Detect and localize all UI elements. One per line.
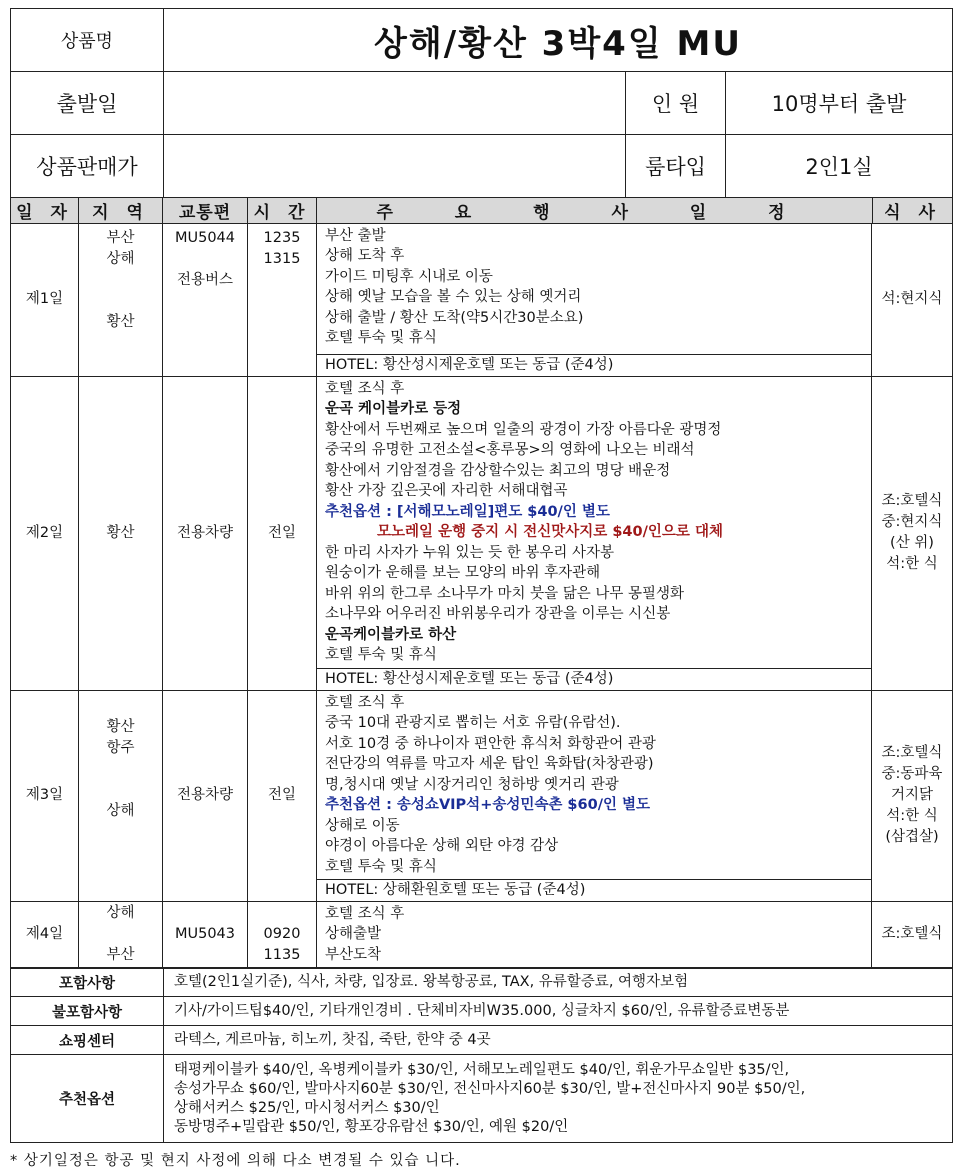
event-line: 한 마리 사자가 누워 있는 듯 한 봉우리 사자봉: [325, 544, 614, 561]
price-label: 상품판매가: [11, 135, 164, 198]
included-label: 포함사항: [11, 968, 164, 997]
events-cell: [317, 690, 953, 901]
price-value: [164, 135, 626, 198]
itinerary-document: [10, 8, 952, 1170]
product-label: 상품명: [11, 9, 164, 72]
excluded-label: 불포함사항: [11, 997, 164, 1026]
event-line: 호텔 투숙 및 휴식: [325, 330, 437, 346]
transport: 전용차량: [163, 376, 248, 690]
col-day: 일 자: [11, 197, 79, 223]
event-line: 원숭이가 운해를 보는 모양의 바위 후자관해: [325, 565, 601, 581]
region: 상해: [106, 250, 135, 267]
event-line: 운곡 케이블카로 등정: [325, 401, 462, 417]
departure-value: [164, 72, 626, 135]
shopping-label: 쇼핑센터: [11, 1026, 164, 1055]
region: 상해: [106, 905, 135, 921]
region: 부산: [106, 229, 135, 246]
footer-table: [10, 967, 953, 1143]
meal: 중:현지식: [881, 514, 943, 530]
events-cell: [317, 901, 953, 968]
col-region: 지 역: [79, 197, 163, 223]
flight-number: MU5043: [163, 901, 248, 968]
day-label: 제4일: [11, 901, 79, 968]
event-line: 황산 가장 깊은곳에 자리한 서해대협곡: [325, 483, 568, 499]
event-line: 중국의 유명한 고전소설<홍루몽>의 영화에 나오는 비래석: [325, 442, 695, 458]
col-transport: 교통편: [163, 197, 248, 223]
day-label: 제2일: [11, 376, 79, 690]
time: 전일: [248, 690, 317, 901]
col-time: 시 간: [248, 197, 317, 223]
time: 1135: [263, 946, 301, 963]
day-row: [11, 376, 953, 690]
event-line: 가이드 미팅후 시내로 이동: [325, 268, 493, 285]
events-cell: [317, 376, 953, 690]
event-line: 명,청시대 옛날 시장거리인 청하방 옛거리 관광: [325, 776, 619, 793]
region: 황산: [106, 718, 135, 735]
options-line: 동방명주+밀랍관 $50/인, 황포강유람선 $30/인, 예원 $20/인: [174, 1118, 569, 1135]
meal: 거지닭: [890, 787, 934, 803]
footnote: * 상기일정은 항공 및 현지 사정에 의해 다소 변경될 수 있습 니다.: [10, 1153, 461, 1169]
col-meals: 식 사: [873, 197, 953, 223]
event-line: 야경이 아름다운 상해 외탄 야경 감상: [325, 838, 559, 854]
options-line: 태평케이블카 $40/인, 옥병케이블카 $30/인, 서해모노레일편도 $40/인, 휘운가무쇼일반 $35/인,: [174, 1061, 790, 1078]
event-line: 전단강의 역류를 막고자 세운 탑인 육화탑(차창관광): [325, 756, 654, 772]
region: 상해: [106, 802, 135, 819]
transport-cell: [163, 223, 248, 376]
time: 1315: [263, 250, 301, 267]
option-line: 추천옵션 : 송성쇼VIP석+송성민속촌 $60/인 별도: [325, 797, 651, 813]
meals-cell: [872, 224, 952, 376]
event-line: 호텔 투숙 및 휴식: [325, 647, 437, 663]
options-line: 상해서커스 $25/인, 마시청서커스 $30/인: [174, 1099, 440, 1116]
event-line: 소나무와 어우러진 바위봉우리가 장관을 이루는 시신봉: [325, 606, 671, 622]
col-schedule: 주 요 행 사 일 정: [317, 197, 873, 223]
schedule-table: [10, 197, 953, 969]
meals-cell: [872, 377, 952, 690]
meals-cell: [872, 691, 952, 901]
region-cell: [79, 223, 163, 376]
day-label: 제3일: [11, 690, 79, 901]
event-line: 운곡케이블카로 하산: [325, 626, 457, 643]
options-value: [164, 1055, 953, 1143]
region-cell: [79, 690, 163, 901]
meal: (삼겹살): [885, 829, 939, 845]
event-line: 호텔 투숙 및 휴식: [325, 858, 437, 875]
option-note: 모노레일 운행 중지 시 전신맛사지로 $40/인으로 대체: [377, 524, 723, 540]
event-line: 상해로 이동: [325, 817, 400, 834]
event-line: 황산에서 두번째로 높으며 일출의 광경이 가장 아름다운 광명정: [325, 421, 722, 438]
transport: 전용차량: [163, 690, 248, 901]
meal: 조:호텔식: [881, 493, 943, 509]
region: 황산: [106, 313, 135, 330]
room-value: 2인1실: [726, 135, 953, 198]
column-header-row: [11, 197, 953, 223]
product-title: 상해/황산 3박4일 MU: [164, 9, 953, 72]
option-line: 추천옵션 : [서해모노레일]편도 $40/인 별도: [325, 503, 610, 520]
excluded-value: 기사/가이드팁$40/인, 기타개인경비 . 단체비자비W35.000, 싱글차지 $60/인, 유류할증료변동분: [164, 997, 953, 1026]
event-line: 상해 옛날 모습을 볼 수 있는 상해 옛거리: [325, 289, 582, 305]
event-line: 호텔 조식 후: [325, 905, 405, 922]
departure-label: 출발일: [11, 72, 164, 135]
hotel-line: HOTEL: 황산성시제운호텔 또는 동급 (준4성): [317, 668, 872, 690]
meal: 석:한 식: [886, 808, 938, 824]
hotel-line: HOTEL: 상해환원호텔 또는 동급 (준4성): [317, 879, 872, 901]
event-line: 중국 10대 관광지로 뽑히는 서호 유람(유람선).: [325, 715, 621, 731]
time: 전일: [248, 376, 317, 690]
day-label: 제1일: [11, 223, 79, 376]
event-line: 상해 출발 / 황산 도착(약5시간30분소요): [325, 309, 584, 326]
event-line: 부산 출발: [325, 227, 386, 244]
region-cell: [79, 901, 163, 968]
time: 0920: [263, 925, 301, 942]
event-line: 황산에서 기암절경을 감상할수있는 최고의 명당 배운정: [325, 462, 671, 479]
room-label: 룸타입: [626, 135, 726, 198]
day-row: [11, 901, 953, 968]
meal: 조:호텔식: [881, 926, 943, 942]
time-cell: [248, 223, 317, 376]
time: 1235: [263, 229, 301, 246]
event-line: 서호 10경 중 하나이자 편안한 휴식처 화항관어 관광: [325, 735, 656, 752]
day-row: [11, 223, 953, 376]
options-line: 송성가무쇼 $60/인, 발마사지60분 $30/인, 전신마사지60분 $30/인, 발+전신마사지 90분 $50/인,: [174, 1080, 806, 1097]
flight-number: MU5044: [174, 229, 236, 246]
time-cell: [248, 901, 317, 968]
people-label: 인 원: [626, 72, 726, 135]
event-line: 상해출발: [325, 926, 382, 942]
event-line: 부산도착: [325, 946, 382, 963]
events-cell: [317, 223, 953, 376]
options-label: 추천옵션: [11, 1055, 164, 1143]
region: 항주: [106, 739, 135, 756]
region: 황산: [79, 376, 163, 690]
meal: 석:한 식: [886, 556, 938, 572]
people-value: 10명부터 출발: [726, 72, 953, 135]
meal: 조:호텔식: [881, 745, 943, 761]
meal: 중:동파육: [881, 766, 943, 782]
event-line: 상해 도착 후: [325, 248, 405, 264]
meals-cell: [872, 902, 952, 968]
event-line: 호텔 조식 후: [325, 380, 405, 397]
included-value: 호텔(2인1실기준), 식사, 차량, 입장료. 왕복항공료, TAX, 유류할증료, 여행자보험: [164, 968, 953, 997]
region: 부산: [106, 947, 135, 963]
event-line: 바위 위의 한그루 소나무가 마치 붓을 닮은 나무 몽필생화: [325, 585, 685, 602]
transport: 전용버스: [176, 271, 234, 288]
day-row: [11, 690, 953, 901]
header-table: [10, 8, 953, 198]
meal: (산 위): [890, 535, 934, 551]
meal: 석:현지식: [881, 291, 943, 307]
shopping-value: 라텍스, 게르마늄, 히노끼, 찻집, 죽탄, 한약 중 4곳: [164, 1026, 953, 1055]
event-line: 호텔 조식 후: [325, 694, 405, 711]
hotel-line: HOTEL: 황산성시제운호텔 또는 동급 (준4성): [317, 354, 872, 376]
